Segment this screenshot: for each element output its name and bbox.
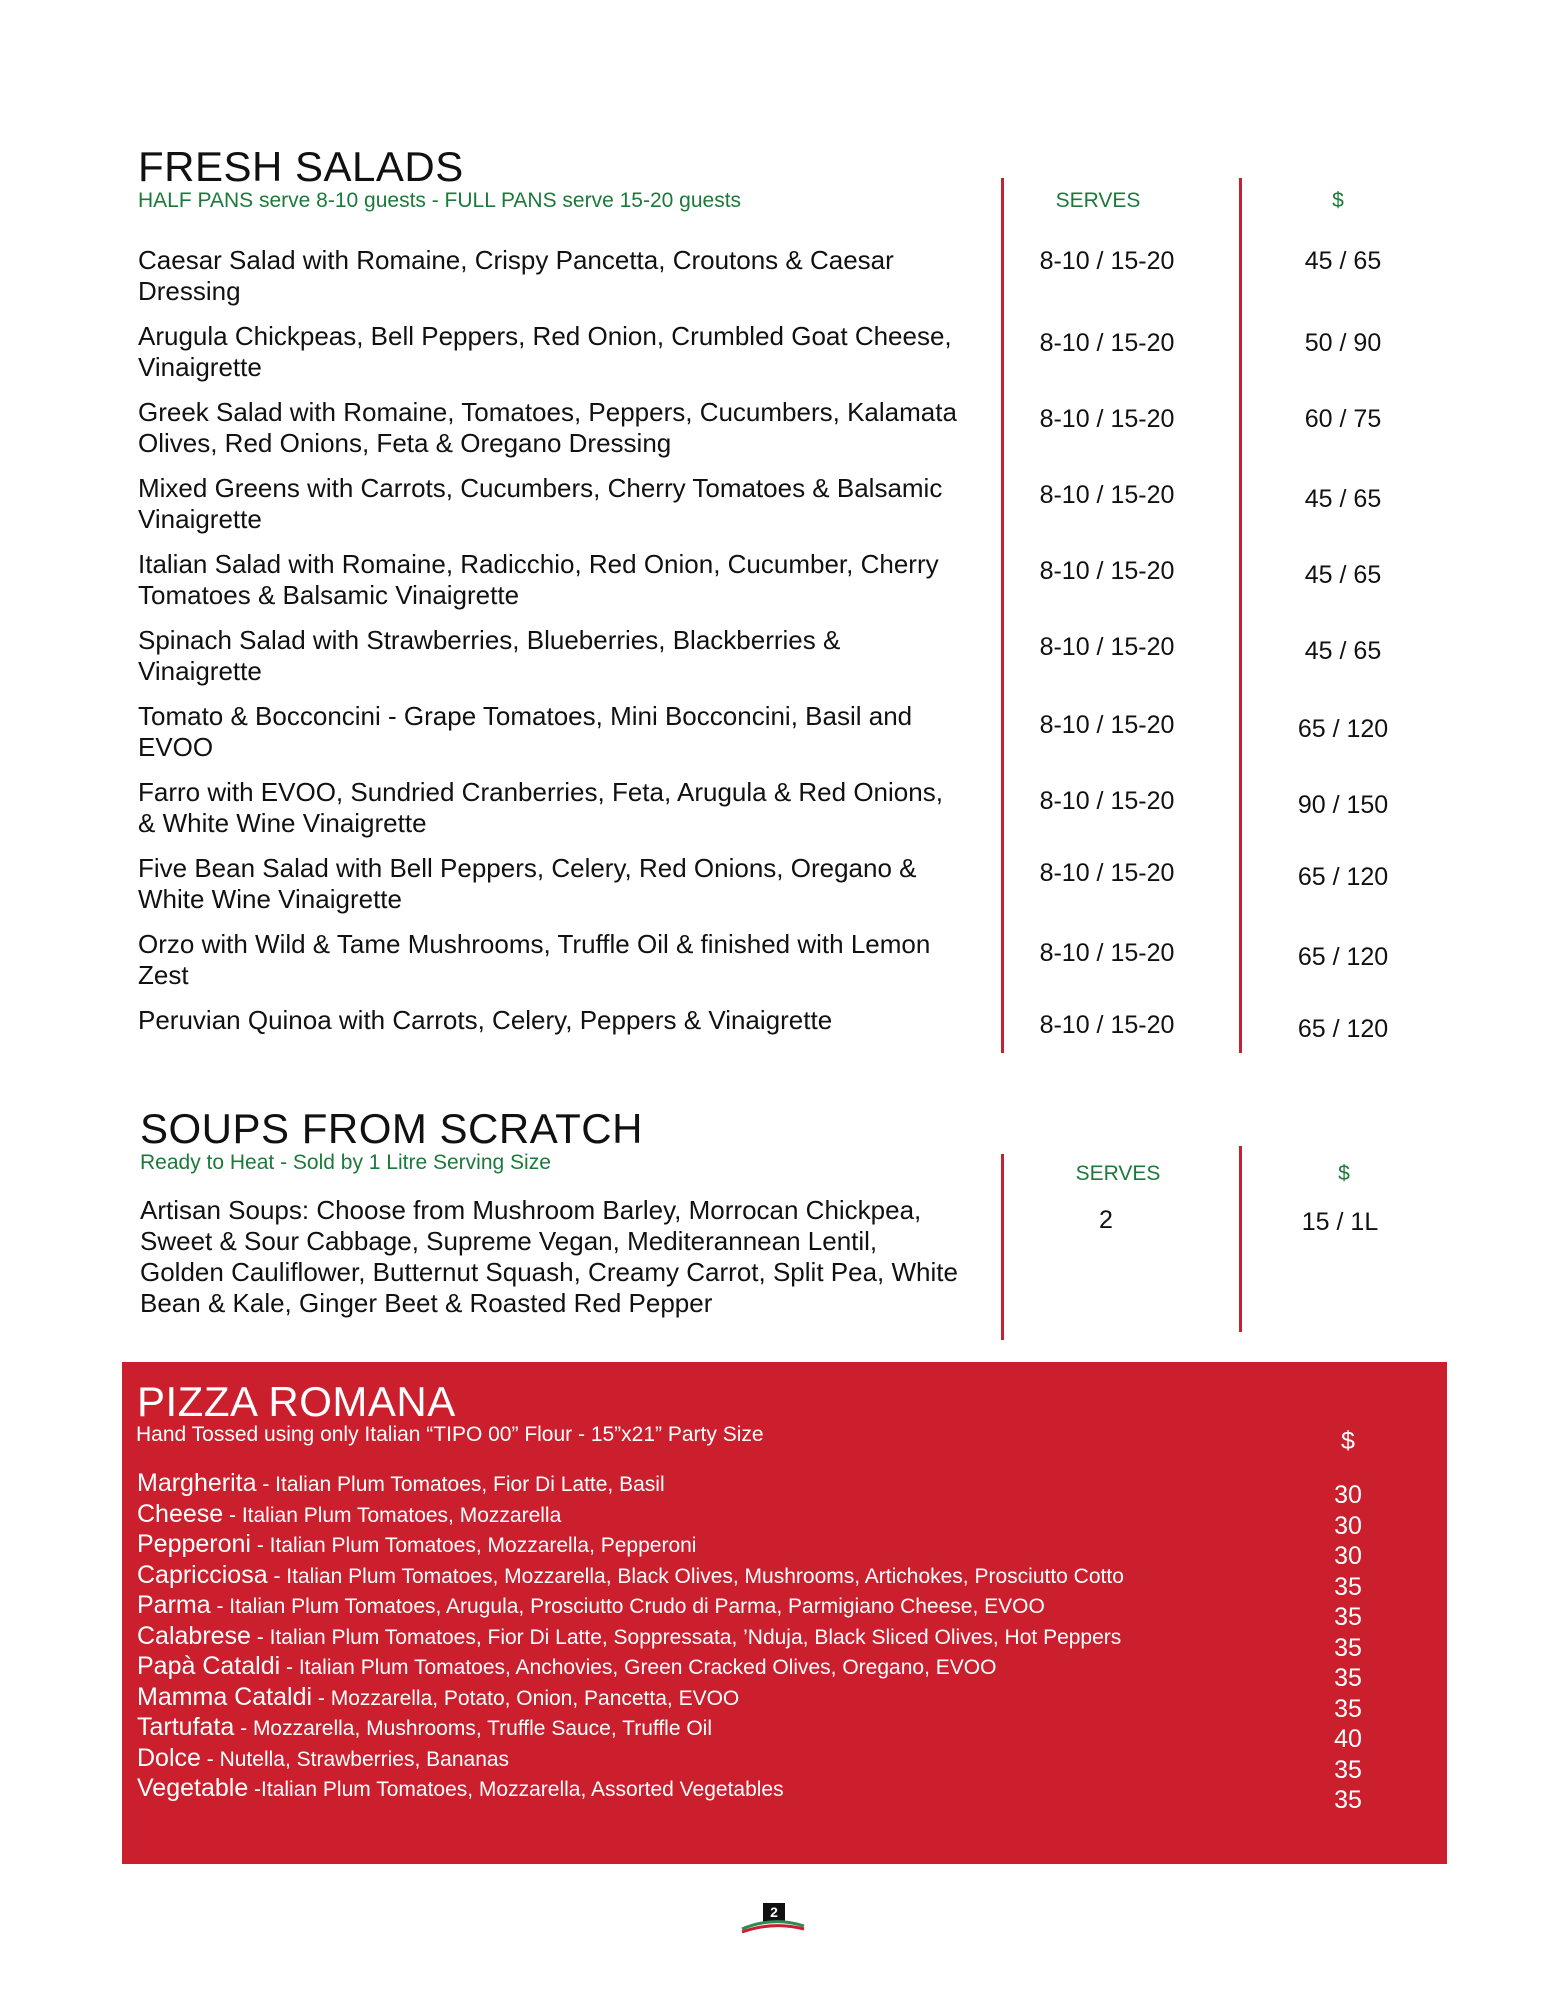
pizza-name: Pepperoni [137, 1530, 251, 1558]
pizza-item [137, 1651, 996, 1684]
pizza-name: Tartufata [137, 1713, 235, 1741]
salads-title: FRESH SALADS [138, 143, 464, 190]
salad-description: Orzo with Wild & Tame Mushrooms, Truffle Oil & finished with Lemon Zest [138, 929, 931, 990]
pizza-description: - Italian Plum Tomatoes, Mozzarella [223, 1503, 562, 1527]
salad-price: 45 / 65 [1304, 561, 1382, 589]
salad-price: 60 / 75 [1304, 405, 1382, 433]
soup-price: 15 / 1L [1301, 1208, 1379, 1236]
pizza-price: 35 [1334, 1572, 1362, 1601]
salad-serves: 8-10 / 15-20 [1039, 405, 1175, 433]
pizza-item [137, 1529, 696, 1562]
pizza-price: 35 [1334, 1694, 1362, 1723]
pizza-item [137, 1712, 712, 1745]
soups-divider-right [1239, 1146, 1242, 1332]
pizza-price: 30 [1334, 1511, 1362, 1540]
soups-divider-left [1001, 1154, 1004, 1340]
pizza-name: Margherita [137, 1469, 257, 1497]
pizza-name: Calabrese [137, 1621, 251, 1650]
salad-price: 45 / 65 [1304, 485, 1382, 513]
pizza-name: Parma [137, 1591, 211, 1619]
pizza-name: Papà Cataldi [137, 1652, 281, 1680]
pizza-item [137, 1468, 665, 1501]
pizza-name: Vegetable [137, 1774, 249, 1802]
pizza-description: - Mozzarella, Mushrooms, Truffle Sauce, Truffle Oil [234, 1717, 713, 1740]
soup-serves: 2 [1099, 1206, 1113, 1234]
pizza-price: 35 [1334, 1786, 1362, 1814]
salad-serves: 8-10 / 15-20 [1039, 329, 1175, 357]
salad-description: Greek Salad with Romaine, Tomatoes, Peppers, Cucumbers, Kalamata Olives, Red Onions, Feta & Oregano Dressing [138, 397, 957, 458]
pizza-item [137, 1560, 1124, 1593]
pizza-item [137, 1773, 784, 1806]
soups-price-header: $ [1338, 1162, 1350, 1185]
soups-serves-header: SERVES [1075, 1162, 1161, 1185]
salad-serves: 8-10 / 15-20 [1039, 787, 1175, 815]
pizza-price-header: $ [1341, 1427, 1355, 1455]
salad-serves: 8-10 / 15-20 [1039, 939, 1175, 967]
salads-divider-right [1239, 178, 1242, 1053]
soups-subtitle: Ready to Heat - Sold by 1 Litre Serving Size [140, 1151, 551, 1174]
pizza-item [137, 1621, 1121, 1654]
salad-price: 65 / 120 [1297, 863, 1389, 891]
salad-price: 90 / 150 [1297, 791, 1389, 819]
salad-serves: 8-10 / 15-20 [1039, 1011, 1175, 1039]
salad-serves: 8-10 / 15-20 [1039, 557, 1175, 585]
pizza-price: 30 [1334, 1542, 1362, 1570]
pizza-price: 35 [1334, 1664, 1362, 1692]
pizza-price: 35 [1334, 1633, 1362, 1662]
pizza-price: 30 [1334, 1481, 1362, 1509]
salad-serves: 8-10 / 15-20 [1039, 633, 1175, 661]
salad-description: Caesar Salad with Romaine, Crispy Pancetta, Croutons & Caesar Dressing [138, 245, 894, 306]
salad-price: 65 / 120 [1297, 715, 1389, 743]
pizza-description: - Italian Plum Tomatoes, Mozzarella, Pepperoni [250, 1534, 697, 1557]
pizza-subtitle: Hand Tossed using only Italian “TIPO 00” Flour - 15”x21” Party Size [136, 1423, 764, 1446]
pizza-description: - Italian Plum Tomatoes, Mozzarella, Black Olives, Mushrooms, Artichokes, Prosciutto Cotto [267, 1564, 1124, 1588]
soup-description: Artisan Soups: Choose from Mushroom Barley, Morrocan Chickpea, Sweet & Sour Cabbage, Supreme Vegan, Mediterannean Lentil, Golden Cauliflower, Butternut Squash, Creamy Carrot, Split Pea, White Bean & Kale, Ginger Beet & Roasted Red Pepper [140, 1195, 958, 1318]
footer-logo [738, 1898, 808, 1938]
pizza-item [137, 1682, 739, 1715]
pizza-description: - Italian Plum Tomatoes, Anchovies, Green Cracked Olives, Oregano, EVOO [280, 1656, 997, 1679]
soups-title: SOUPS FROM SCRATCH [140, 1105, 643, 1152]
salads-subtitle: HALF PANS serve 8-10 guests - FULL PANS serve 15-20 guests [138, 189, 742, 212]
salad-price: 45 / 65 [1304, 247, 1382, 275]
pizza-item [137, 1743, 509, 1776]
salad-price: 45 / 65 [1304, 637, 1382, 665]
salad-price: 65 / 120 [1297, 1015, 1389, 1043]
pizza-description: - Italian Plum Tomatoes, Arugula, Prosciutto Crudo di Parma, Parmigiano Cheese, EVOO [210, 1595, 1045, 1618]
salad-price: 65 / 120 [1297, 943, 1389, 971]
salad-description: Peruvian Quinoa with Carrots, Celery, Peppers & Vinaigrette [138, 1005, 833, 1035]
pizza-item [137, 1499, 561, 1532]
salad-serves: 8-10 / 15-20 [1039, 711, 1175, 739]
salad-description: Five Bean Salad with Bell Peppers, Celery, Red Onions, Oregano & White Wine Vinaigrette [138, 853, 917, 914]
pizza-description: -Italian Plum Tomatoes, Mozzarella, Assorted Vegetables [248, 1778, 784, 1801]
pizza-name: Capricciosa [137, 1560, 268, 1589]
pizza-price: 35 [1334, 1603, 1362, 1631]
salads-serves-header: SERVES [1055, 189, 1141, 212]
salad-description: Italian Salad with Romaine, Radicchio, Red Onion, Cucumber, Cherry Tomatoes & Balsamic Vinaigrette [138, 549, 939, 610]
pizza-name: Dolce [137, 1743, 201, 1772]
salad-description: Arugula Chickpeas, Bell Peppers, Red Onion, Crumbled Goat Cheese, Vinaigrette [138, 321, 952, 382]
pizza-item [137, 1590, 1045, 1623]
salad-description: Spinach Salad with Strawberries, Blueberries, Blackberries & Vinaigrette [138, 625, 841, 686]
pizza-price: 35 [1334, 1755, 1362, 1784]
pizza-name: Cheese [137, 1499, 224, 1528]
salad-serves: 8-10 / 15-20 [1039, 481, 1175, 509]
salad-description: Mixed Greens with Carrots, Cucumbers, Cherry Tomatoes & Balsamic Vinaigrette [138, 473, 943, 534]
pizza-name: Mamma Cataldi [137, 1682, 313, 1711]
salad-serves: 8-10 / 15-20 [1039, 859, 1175, 887]
pizza-price: 40 [1334, 1725, 1362, 1753]
salads-price-header: $ [1332, 189, 1344, 212]
page-number: 2 [770, 1904, 778, 1920]
pizza-description: - Italian Plum Tomatoes, Fior Di Latte, Soppressata, ’Nduja, Black Sliced Olives, Hot Peppers [250, 1625, 1122, 1649]
pizza-description: - Italian Plum Tomatoes, Fior Di Latte, Basil [256, 1473, 665, 1496]
pizza-title: PIZZA ROMANA [137, 1378, 456, 1425]
pizza-description: - Nutella, Strawberries, Bananas [200, 1747, 510, 1771]
salad-description: Farro with EVOO, Sundried Cranberries, Feta, Arugula & Red Onions, & White Wine Vinaigrette [138, 777, 943, 838]
salads-divider-left [1001, 178, 1004, 1053]
salad-description: Tomato & Bocconcini - Grape Tomatoes, Mini Bocconcini, Basil and EVOO [138, 701, 913, 762]
salad-price: 50 / 90 [1304, 329, 1382, 357]
salad-serves: 8-10 / 15-20 [1039, 247, 1175, 275]
pizza-description: - Mozzarella, Potato, Onion, Pancetta, EVOO [312, 1686, 740, 1710]
